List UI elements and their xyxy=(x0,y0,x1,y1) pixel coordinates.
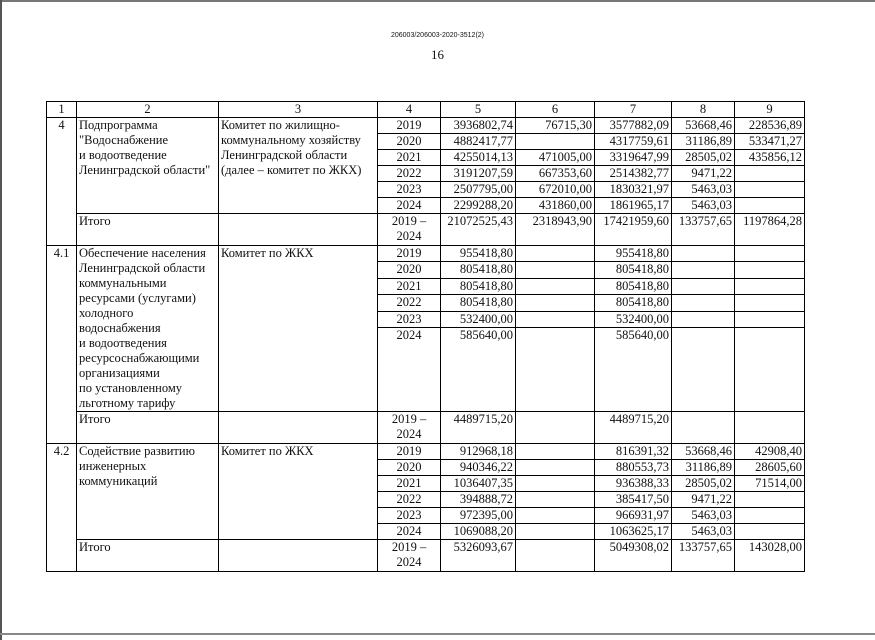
year-cell xyxy=(378,262,441,278)
section-number-text: 4.2 xyxy=(53,444,70,458)
total-col5-text: 4489715,20 xyxy=(453,412,513,426)
value-col7-text: 585640,00 xyxy=(615,328,669,343)
value-col9 xyxy=(735,278,805,294)
value-col5 xyxy=(441,328,516,412)
value-col8 xyxy=(672,150,735,166)
value-col8-text: 31186,89 xyxy=(685,134,732,148)
header-cell: 7 xyxy=(595,102,672,118)
value-col5 xyxy=(441,150,516,166)
value-col8 xyxy=(672,476,735,492)
total-col6 xyxy=(516,412,595,444)
value-col5 xyxy=(441,476,516,492)
value-col6 xyxy=(516,311,595,327)
year-cell xyxy=(378,492,441,508)
value-col5 xyxy=(441,295,516,311)
value-col9 xyxy=(735,444,805,460)
value-col7 xyxy=(595,246,672,262)
year-cell-text: 2022 xyxy=(396,166,422,180)
total-col8-text: 133757,65 xyxy=(678,214,732,228)
year-cell-text: 2020 xyxy=(396,134,422,148)
year-cell xyxy=(378,476,441,492)
value-col7 xyxy=(595,150,672,166)
value-col5-text: 805418,80 xyxy=(459,278,513,293)
value-col5-text: 805418,80 xyxy=(459,262,513,277)
value-col7 xyxy=(595,444,672,460)
value-col6 xyxy=(516,150,595,166)
scan-edge-left xyxy=(0,0,2,640)
value-col5 xyxy=(441,311,516,327)
header-cell: 5 xyxy=(441,102,516,118)
total-col9-text: 1197864,28 xyxy=(743,214,802,228)
value-col9 xyxy=(735,262,805,278)
total-col5 xyxy=(441,214,516,246)
value-col7 xyxy=(595,198,672,214)
value-col9-text: 71514,00 xyxy=(755,476,802,490)
total-col7 xyxy=(595,540,672,572)
total-col8 xyxy=(672,214,735,246)
value-col6 xyxy=(516,198,595,214)
year-cell-text: 2021 xyxy=(396,278,422,293)
value-col6 xyxy=(516,328,595,412)
total-col9 xyxy=(735,214,805,246)
year-cell xyxy=(378,118,441,134)
value-col8 xyxy=(672,198,735,214)
value-col7 xyxy=(595,492,672,508)
value-col9 xyxy=(735,328,805,412)
year-cell-text: 2019 xyxy=(396,246,422,260)
value-col5-text: 912968,18 xyxy=(459,444,513,458)
value-col8 xyxy=(672,311,735,327)
value-col9 xyxy=(735,134,805,150)
year-cell xyxy=(378,460,441,476)
value-col9 xyxy=(735,524,805,540)
value-col7 xyxy=(595,524,672,540)
value-col7 xyxy=(595,311,672,327)
value-col5-text: 972395,00 xyxy=(459,508,513,522)
value-col5-text: 4255014,13 xyxy=(453,150,513,164)
value-col5 xyxy=(441,262,516,278)
value-col9-text: 42908,40 xyxy=(755,444,802,458)
value-col8 xyxy=(672,508,735,524)
total-col9 xyxy=(735,540,805,572)
value-col8 xyxy=(672,134,735,150)
value-col5-text: 585640,00 xyxy=(459,328,513,343)
value-col9 xyxy=(735,311,805,327)
value-col9-text: 28605,60 xyxy=(755,460,802,474)
value-col6-text: 471005,00 xyxy=(538,150,592,164)
value-col7-text: 805418,80 xyxy=(615,295,669,310)
value-col6 xyxy=(516,166,595,182)
year-cell-text: 2019 xyxy=(396,118,422,132)
year-cell xyxy=(378,246,441,262)
value-col7-text: 3319647,99 xyxy=(609,150,669,164)
section-number-text: 4 xyxy=(58,118,65,132)
table-row xyxy=(47,246,805,262)
value-col9 xyxy=(735,118,805,134)
value-col6 xyxy=(516,278,595,294)
value-col5 xyxy=(441,508,516,524)
total-label xyxy=(77,214,219,246)
header-cell: 1 xyxy=(47,102,77,118)
total-col6 xyxy=(516,540,595,572)
total-row xyxy=(47,214,805,246)
value-col5 xyxy=(441,278,516,294)
total-row xyxy=(47,412,805,444)
year-cell-text: 2022 xyxy=(396,492,422,506)
total-executor-empty xyxy=(219,540,378,572)
value-col7-text: 1861965,17 xyxy=(609,198,669,212)
value-col7-text: 816391,32 xyxy=(615,444,669,458)
value-col7 xyxy=(595,278,672,294)
value-col9 xyxy=(735,460,805,476)
year-cell-text: 2021 xyxy=(396,150,422,164)
year-cell-text: 2024 xyxy=(396,328,422,343)
value-col7 xyxy=(595,295,672,311)
value-col5-text: 2507795,00 xyxy=(453,182,513,196)
value-col6 xyxy=(516,492,595,508)
value-col6 xyxy=(516,182,595,198)
header-row xyxy=(47,102,805,118)
value-col6 xyxy=(516,508,595,524)
value-col8 xyxy=(672,295,735,311)
value-col5-text: 3936802,74 xyxy=(453,118,513,132)
value-col6 xyxy=(516,246,595,262)
value-col8 xyxy=(672,118,735,134)
value-col5 xyxy=(441,134,516,150)
value-col6 xyxy=(516,295,595,311)
total-years-text: 2019 – 2024 xyxy=(391,412,427,441)
value-col5-text: 940346,22 xyxy=(459,460,513,474)
value-col9 xyxy=(735,166,805,182)
year-cell-text: 2024 xyxy=(396,524,422,538)
value-col8 xyxy=(672,524,735,540)
value-col8-text: 9471,22 xyxy=(691,492,732,506)
page-number: 16 xyxy=(431,47,444,62)
value-col8 xyxy=(672,182,735,198)
value-col8-text: 5463,03 xyxy=(691,524,732,538)
section-executor-text: Комитет по ЖКХ xyxy=(221,246,314,260)
value-col5 xyxy=(441,492,516,508)
total-col7 xyxy=(595,214,672,246)
value-col6 xyxy=(516,460,595,476)
value-col7-text: 1830321,97 xyxy=(609,182,669,196)
value-col7 xyxy=(595,328,672,412)
section-name xyxy=(77,118,219,214)
value-col5 xyxy=(441,182,516,198)
value-col5-text: 805418,80 xyxy=(459,295,513,310)
value-col7-text: 880553,73 xyxy=(615,460,669,474)
year-cell-text: 2022 xyxy=(396,295,422,310)
value-col8-text: 28505,02 xyxy=(685,150,732,164)
value-col5-text: 394888,72 xyxy=(459,492,513,506)
value-col6 xyxy=(516,524,595,540)
year-cell xyxy=(378,524,441,540)
value-col7-text: 966931,97 xyxy=(615,508,669,522)
value-col9 xyxy=(735,295,805,311)
total-years-text: 2019 – 2024 xyxy=(391,214,427,243)
value-col5 xyxy=(441,118,516,134)
value-col5-text: 2299288,20 xyxy=(453,198,513,212)
value-col6-text: 667353,60 xyxy=(538,166,592,180)
header-cell: 9 xyxy=(735,102,805,118)
value-col5 xyxy=(441,524,516,540)
year-cell xyxy=(378,182,441,198)
value-col9-text: 533471,27 xyxy=(748,134,802,148)
table-row xyxy=(47,118,805,134)
value-col6 xyxy=(516,262,595,278)
section-name xyxy=(77,246,219,412)
value-col5-text: 532400,00 xyxy=(459,311,513,326)
total-col5-text: 5326093,67 xyxy=(453,540,513,554)
section-name-text: Подпрограмма "Водоснабжение и водоотведение Ленинградской области" xyxy=(79,118,211,177)
year-cell xyxy=(378,444,441,460)
value-col6 xyxy=(516,444,595,460)
value-col7-text: 385417,50 xyxy=(615,492,669,506)
total-years-text: 2019 – 2024 xyxy=(391,540,427,569)
value-col5-text: 3191207,59 xyxy=(453,166,513,180)
total-col7-text: 17421959,60 xyxy=(603,214,669,228)
total-col5 xyxy=(441,540,516,572)
total-label xyxy=(77,412,219,444)
section-name-text: Обеспечение населения Ленинградской области коммунальными ресурсами (услугами) холодного водоснабжения и водоотведения ресурсоснабжающими организациями по установленному льготному тарифу xyxy=(79,246,206,410)
scan-edge-top xyxy=(0,0,875,2)
value-col6-text: 672010,00 xyxy=(538,182,592,196)
value-col7-text: 2514382,77 xyxy=(609,166,669,180)
value-col8 xyxy=(672,444,735,460)
total-col6 xyxy=(516,214,595,246)
total-col8 xyxy=(672,412,735,444)
value-col8 xyxy=(672,328,735,412)
value-col8 xyxy=(672,246,735,262)
value-col7 xyxy=(595,118,672,134)
value-col8-text: 5463,03 xyxy=(691,182,732,196)
total-col6-text: 2318943,90 xyxy=(532,214,592,228)
value-col6 xyxy=(516,118,595,134)
total-years xyxy=(378,214,441,246)
value-col7 xyxy=(595,460,672,476)
total-col5 xyxy=(441,412,516,444)
value-col5 xyxy=(441,246,516,262)
section-number xyxy=(47,246,77,444)
value-col7 xyxy=(595,476,672,492)
value-col7 xyxy=(595,508,672,524)
total-label-text: Итого xyxy=(79,540,111,554)
header-cell: 6 xyxy=(516,102,595,118)
total-col8-text: 133757,65 xyxy=(678,540,732,554)
value-col7-text: 805418,80 xyxy=(615,262,669,277)
year-cell xyxy=(378,278,441,294)
total-col8 xyxy=(672,540,735,572)
year-cell-text: 2020 xyxy=(396,460,422,474)
section-executor xyxy=(219,118,378,214)
year-cell xyxy=(378,508,441,524)
value-col8-text: 9471,22 xyxy=(691,166,732,180)
budget-table xyxy=(46,101,805,572)
value-col8 xyxy=(672,166,735,182)
value-col9 xyxy=(735,476,805,492)
total-executor-empty xyxy=(219,214,378,246)
value-col5 xyxy=(441,460,516,476)
value-col7-text: 936388,33 xyxy=(615,476,669,490)
value-col7 xyxy=(595,134,672,150)
value-col9 xyxy=(735,198,805,214)
section-executor-text: Комитет по ЖКХ xyxy=(221,444,314,458)
value-col8 xyxy=(672,460,735,476)
value-col5 xyxy=(441,444,516,460)
value-col6-text: 431860,00 xyxy=(538,198,592,212)
total-row xyxy=(47,540,805,572)
total-executor-empty xyxy=(219,412,378,444)
year-cell-text: 2021 xyxy=(396,476,422,490)
total-col9-text: 143028,00 xyxy=(748,540,802,554)
year-cell-text: 2023 xyxy=(396,182,422,196)
year-cell xyxy=(378,311,441,327)
value-col9 xyxy=(735,182,805,198)
header-cell: 4 xyxy=(378,102,441,118)
section-executor xyxy=(219,444,378,540)
value-col8 xyxy=(672,492,735,508)
total-col7 xyxy=(595,412,672,444)
value-col5-text: 4882417,77 xyxy=(453,134,513,148)
value-col8-text: 5463,03 xyxy=(691,508,732,522)
total-label-text: Итого xyxy=(79,412,111,426)
total-label xyxy=(77,540,219,572)
scan-edge-bottom xyxy=(0,633,875,635)
value-col8 xyxy=(672,278,735,294)
section-name xyxy=(77,444,219,540)
value-col9-text: 228536,89 xyxy=(748,118,802,132)
value-col8-text: 53668,46 xyxy=(685,118,732,132)
value-col9-text: 435856,12 xyxy=(748,150,802,164)
total-years xyxy=(378,412,441,444)
value-col8 xyxy=(672,262,735,278)
value-col8-text: 31186,89 xyxy=(685,460,732,474)
section-number xyxy=(47,118,77,246)
total-years xyxy=(378,540,441,572)
section-name-text: Содействие развитию инженерных коммуникаций xyxy=(79,444,195,488)
value-col5-text: 1069088,20 xyxy=(453,524,513,538)
value-col7-text: 4317759,61 xyxy=(609,134,669,148)
value-col8-text: 28505,02 xyxy=(685,476,732,490)
year-cell-text: 2019 xyxy=(396,444,422,458)
year-cell xyxy=(378,166,441,182)
value-col7-text: 532400,00 xyxy=(615,311,669,326)
value-col5-text: 955418,80 xyxy=(459,246,513,260)
value-col6-text: 76715,30 xyxy=(545,118,592,132)
year-cell-text: 2023 xyxy=(396,311,422,326)
header-cell: 8 xyxy=(672,102,735,118)
year-cell xyxy=(378,150,441,166)
value-col7-text: 3577882,09 xyxy=(609,118,669,132)
table-row xyxy=(47,444,805,460)
value-col6 xyxy=(516,134,595,150)
year-cell-text: 2024 xyxy=(396,198,422,212)
year-cell xyxy=(378,198,441,214)
total-col7-text: 4489715,20 xyxy=(609,412,669,426)
year-cell-text: 2020 xyxy=(396,262,422,277)
year-cell-text: 2023 xyxy=(396,508,422,522)
total-col5-text: 21072525,43 xyxy=(447,214,513,228)
value-col7-text: 955418,80 xyxy=(615,246,669,260)
value-col7-text: 1063625,17 xyxy=(609,524,669,538)
value-col5 xyxy=(441,198,516,214)
document-id: 206003/206003-2020-3512(2) xyxy=(390,32,485,39)
section-number-text: 4.1 xyxy=(53,246,70,260)
value-col5 xyxy=(441,166,516,182)
value-col9 xyxy=(735,246,805,262)
value-col7 xyxy=(595,182,672,198)
year-cell xyxy=(378,295,441,311)
value-col7 xyxy=(595,166,672,182)
section-number xyxy=(47,444,77,572)
total-label-text: Итого xyxy=(79,214,111,228)
value-col8-text: 53668,46 xyxy=(685,444,732,458)
year-cell xyxy=(378,134,441,150)
value-col8-text: 5463,03 xyxy=(691,198,732,212)
header-cell: 2 xyxy=(77,102,219,118)
section-executor xyxy=(219,246,378,412)
value-col6 xyxy=(516,476,595,492)
value-col7-text: 805418,80 xyxy=(615,278,669,293)
total-col7-text: 5049308,02 xyxy=(609,540,669,554)
section-executor-text: Комитет по жилищно- коммунальному хозяйству Ленинградской области (далее – комитет по ЖКХ) xyxy=(221,118,362,177)
value-col7 xyxy=(595,262,672,278)
value-col9 xyxy=(735,492,805,508)
year-cell xyxy=(378,328,441,412)
header-cell: 3 xyxy=(219,102,378,118)
value-col9 xyxy=(735,508,805,524)
value-col5-text: 1036407,35 xyxy=(453,476,513,490)
total-col9 xyxy=(735,412,805,444)
value-col9 xyxy=(735,150,805,166)
